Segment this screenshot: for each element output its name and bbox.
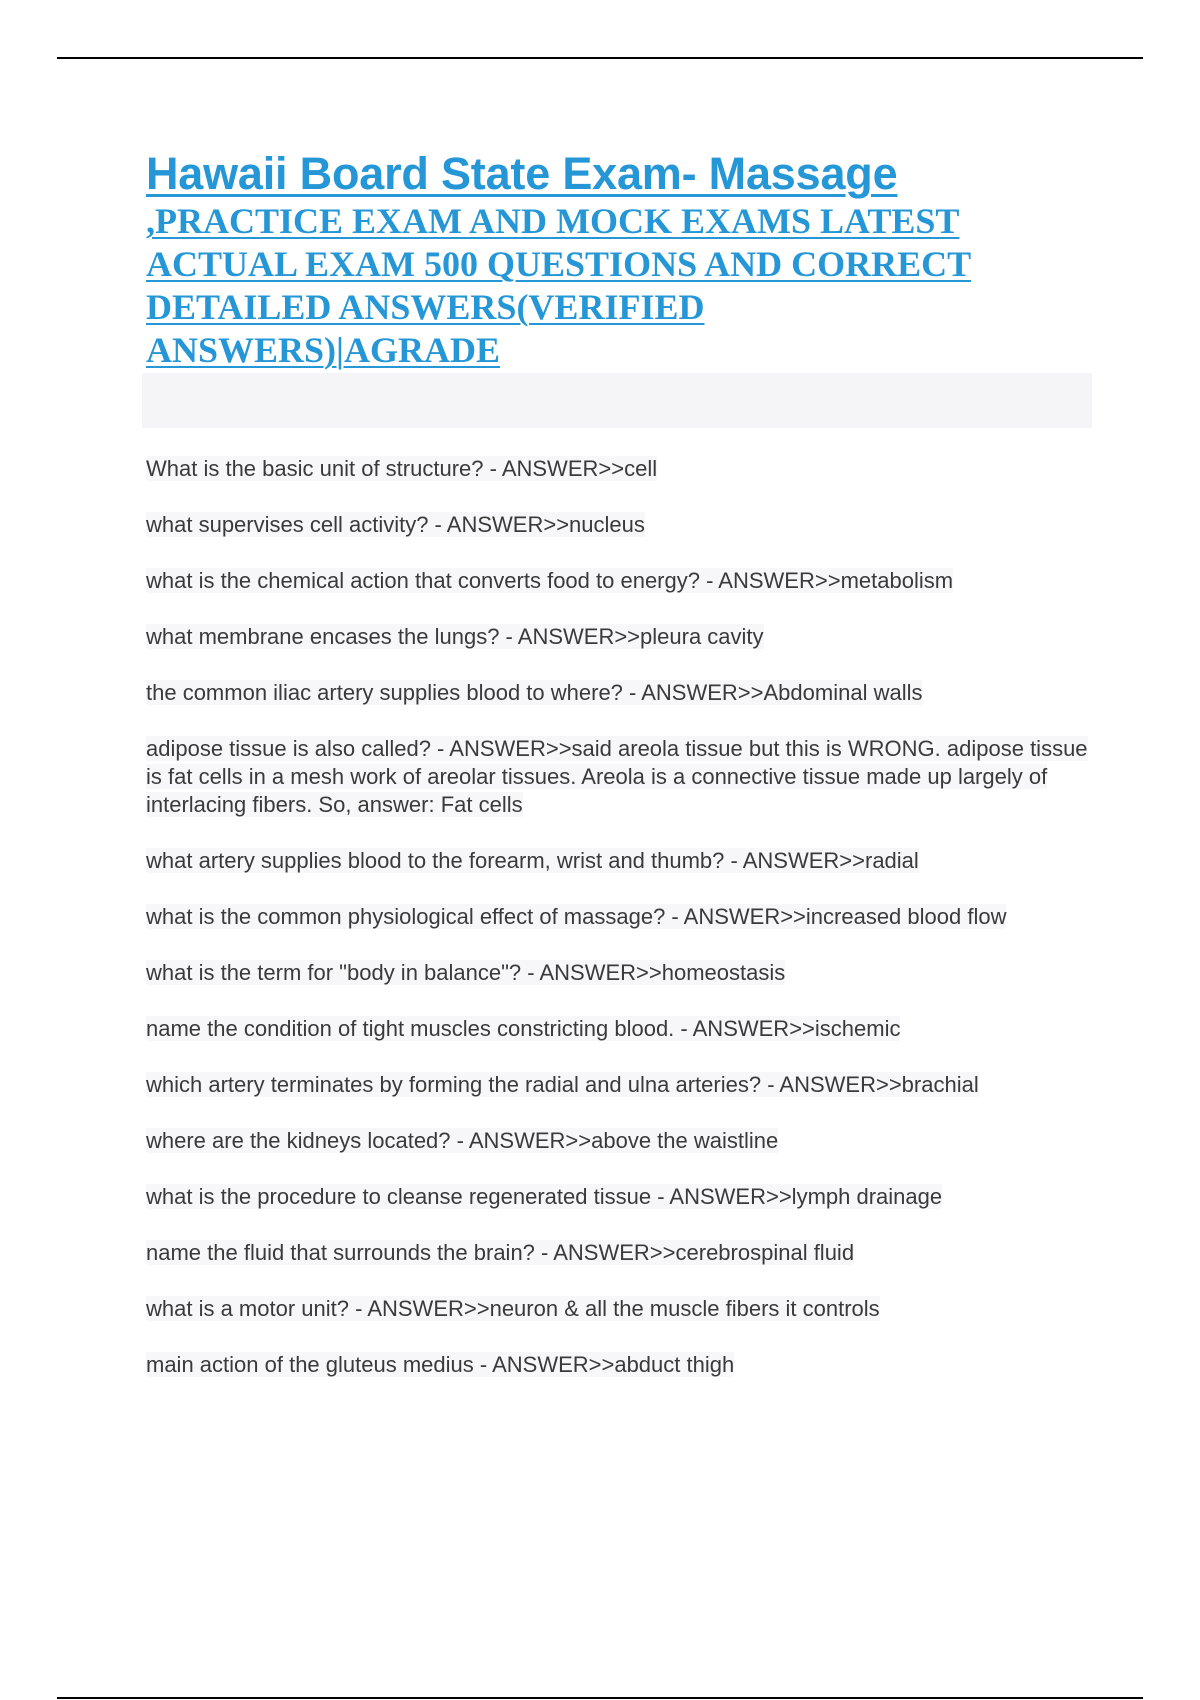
qa-text: main action of the gluteus medius - ANSWER>>abduct thigh — [146, 1352, 735, 1377]
qa-text: name the fluid that surrounds the brain? - ANSWER>>cerebrospinal fluid — [146, 1240, 855, 1265]
qa-item — [146, 1239, 1106, 1267]
qa-item — [146, 1351, 1106, 1379]
qa-text: the common iliac artery supplies blood to where? - ANSWER>>Abdominal walls — [146, 680, 923, 705]
qa-text: what is the term for "body in balance"? - ANSWER>>homeostasis — [146, 960, 786, 985]
qa-item — [146, 1015, 1106, 1043]
document-subtitle — [146, 200, 1016, 372]
qa-item — [146, 959, 1106, 987]
qa-item — [146, 567, 1106, 595]
qa-text: what is the procedure to cleanse regenerated tissue - ANSWER>>lymph drainage — [146, 1184, 943, 1209]
document-subtitle-text: ,PRACTICE EXAM AND MOCK EXAMS LATEST ACTUAL EXAM 500 QUESTIONS AND CORRECT DETAILED ANSWERS(VERIFIED ANSWERS)|AGRADE — [146, 201, 972, 370]
qa-list — [146, 455, 1106, 1407]
qa-text: which artery terminates by forming the radial and ulna arteries? - ANSWER>>brachial — [146, 1072, 979, 1097]
qa-item — [146, 1127, 1106, 1155]
document-title: Hawaii Board State Exam- Massage — [146, 148, 898, 199]
qa-item — [146, 455, 1106, 483]
qa-text: what membrane encases the lungs? - ANSWER>>pleura cavity — [146, 624, 764, 649]
qa-item — [146, 679, 1106, 707]
qa-text: what is the chemical action that converts food to energy? - ANSWER>>metabolism — [146, 568, 954, 593]
qa-text: what artery supplies blood to the forearm, wrist and thumb? - ANSWER>>radial — [146, 848, 919, 873]
qa-item — [146, 1295, 1106, 1323]
document-header — [146, 148, 1092, 372]
qa-item — [146, 847, 1106, 875]
qa-text: where are the kidneys located? - ANSWER>>above the waistline — [146, 1128, 779, 1153]
header-divider-band — [142, 373, 1092, 428]
qa-item — [146, 903, 1106, 931]
qa-text: name the condition of tight muscles constricting blood. - ANSWER>>ischemic — [146, 1016, 901, 1041]
qa-text: adipose tissue is also called? - ANSWER>>said areola tissue but this is WRONG. adipose tissue is fat cells in a mesh work of areolar tissues. Areola is a connective tissue made up largely of interlacing fibers. So, answer: Fat cells — [146, 736, 1088, 817]
qa-item — [146, 623, 1106, 651]
top-rule — [57, 57, 1143, 59]
qa-text: What is the basic unit of structure? - ANSWER>>cell — [146, 456, 658, 481]
qa-text: what supervises cell activity? - ANSWER>>nucleus — [146, 512, 645, 537]
qa-item — [146, 1071, 1106, 1099]
qa-text: what is the common physiological effect of massage? - ANSWER>>increased blood flow — [146, 904, 1007, 929]
qa-item — [146, 1183, 1106, 1211]
qa-item — [146, 735, 1106, 819]
qa-item — [146, 511, 1106, 539]
qa-text: what is a motor unit? - ANSWER>>neuron & all the muscle fibers it controls — [146, 1296, 880, 1321]
bottom-rule — [57, 1697, 1143, 1699]
